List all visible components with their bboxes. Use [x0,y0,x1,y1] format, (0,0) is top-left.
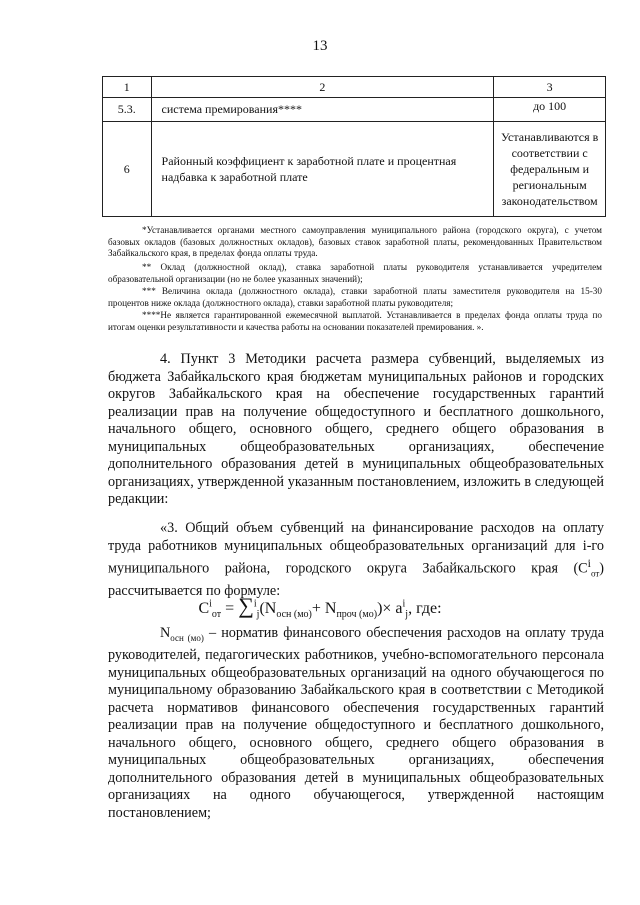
salary-table [102,76,606,217]
definition-text: – норматив финансового обеспечения расходов на оплату труда руководителей, педагогических работников, учебно-вспомогательного персонала муниципальных общеобразовательных организаций на одного обучающегося по муниципальному образованию Забайкальского края в соответствии с Методикой расчета нормативов финансового обеспечения государственных гарантий реализации прав на получение общедоступного и бесплатного дошкольного, начального общего, основного общего, среднего общего образования в муниципальных общеобразовательных организациях, обеспечения дополнительного образования детей в муниципальных общеобразовательных организациях на одного обучающегося, утвержденной настоящим постановлением; [108,625,605,821]
formula-lhs-sub: от [211,609,222,621]
footnote-4: ****Не является гарантированной ежемесячной выплатой. Устанавливается в пределах фонда оплаты труда по итогам оценки результативности и качества работы на основании показателей премирования. ». [108,310,602,332]
sum-sup: i [253,598,257,610]
paragraph-3-sup: i [587,556,591,570]
definition-paragraph [108,625,604,822]
row-value: до 100 [494,98,606,122]
row-value: Устанавливаются в соответствии с федеральным и региональным законодательством [494,122,606,217]
paragraph-3 [108,520,604,601]
definition-symbol-sub: осн (мо) [170,632,204,643]
header-cell-3: 3 [494,77,606,98]
header-cell-2: 2 [151,77,494,98]
subvention-formula [0,593,640,620]
a-sup: i [402,598,406,610]
formula-open: (N [259,600,277,617]
footnote-2: ** Оклад (должностной оклад), ставка заработной платы руководителя устанавливается учредителем образовательной организации (но не более указанных значений); [108,262,602,284]
n2-sub: проч (мо) [336,609,378,621]
header-cell-1: 1 [103,77,152,98]
a-sub: j [405,609,409,621]
paragraph-3-end: ) рассчитывается по формуле: [108,560,604,600]
table-row [103,122,606,217]
formula-tail: , где: [408,600,442,617]
formula-equals: = [221,600,239,617]
paragraph-3-sub: от [590,568,600,579]
paragraph-4: 4. Пункт 3 Методики расчета размера субвенций, выделяемых из бюджета Забайкальского края бюджетам муниципальных районов и городских округов Забайкальского края на обеспечение государственных гарантий реализации прав на получение общедоступного и бесплатного дошкольного, начального общего, основного общего, среднего общего образования в муниципальных общеобразовательных организациях, обеспечение дополнительного образования детей в муниципальных общеобразовательных организациях, утвержденной указанным постановлением, изложить в следующей редакции: [108,351,604,507]
formula-plus: + N [311,600,337,617]
footnote-1: *Устанавливается органами местного самоуправления муниципального района (городского округа), с учетом базовых окладов (базовых должностных окладов), базовых ставок заработной платы, рекомендованных Правительством Забайкальского края, в пределах фонда оплаты труда. [108,225,602,259]
formula-close: )× a [377,600,403,617]
formula-lhs-sup: i [209,598,212,610]
row-name: система премирования**** [151,98,494,122]
sum-sub: j [256,609,260,621]
row-name: Районный коэффициент к заработной плате и процентная надбавка к заработной плате [151,122,494,217]
table-row [103,98,606,122]
row-number: 5.3. [103,98,152,122]
sum-symbol: ∑ [238,593,254,618]
table-header-row [103,77,606,98]
row-number: 6 [103,122,152,217]
formula-lhs: C [198,600,210,617]
footnote-3: *** Величина оклада (должностного оклада), ставки заработной платы заместителя руководителя на 15-30 процентов ниже оклада (должностного оклада), ставки заработной платы руководителя; [108,286,602,308]
page-number: 13 [312,38,328,54]
n1-sub: осн (мо) [276,609,312,621]
definition-symbol: N [160,625,171,641]
paragraph-3-intro: «3. Общий объем субвенций на финансирование расходов на оплату труда работников муниципальных общеобразовательных организаций для i-го муниципального района, городского округа Забайкальского края (C [108,520,604,577]
